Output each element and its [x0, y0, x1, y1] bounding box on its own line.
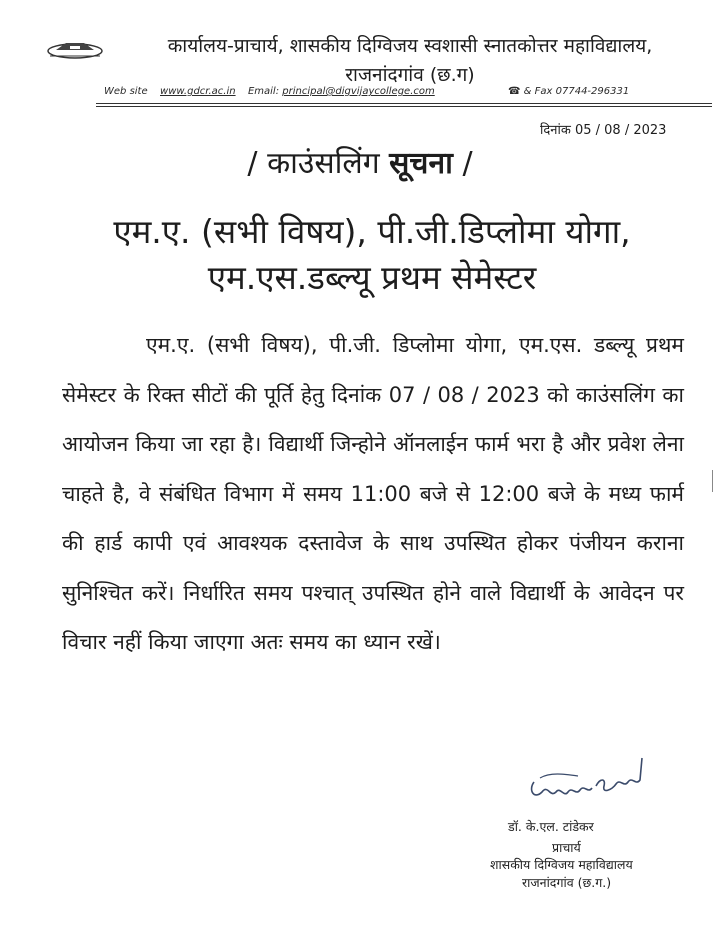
notice-subtitle-line1: एम.ए. (सभी विषय), पी.जी.डिप्लोमा योगा,: [113, 212, 631, 251]
letterhead-line2: राजनांदगांव (छ.ग): [345, 64, 475, 86]
college-logo-icon: [46, 38, 104, 60]
signatory-name: डॉ. के.एल. टांडेकर: [508, 819, 594, 834]
signature: [520, 752, 660, 812]
header-divider-thin: [96, 106, 712, 107]
phone-icon: ☎: [508, 86, 521, 97]
title-prefix: / काउंसलिंग: [247, 146, 380, 181]
title-bold: सूचना: [389, 146, 453, 181]
notice-title: [0, 141, 720, 182]
signatory-institution: शासकीय दिग्विजय महाविद्यालय: [490, 857, 633, 872]
website-label: Web site: [104, 86, 148, 97]
notice-body: एम.ए. (सभी विषय), पी.जी. डिप्लोमा योगा, एम.एस. डब्ल्यू प्रथम सेमेस्टर के रिक्त सीटों की पूर्ति हेतु दिनांक 07 / 08 / 2023 को काउंसलिंग का आयोजन किया जा रहा है। विद्यार्थी जिन्होने ऑनलाईन फार्म भरा है और प्रवेश लेना चाहते है, वे संबंधित विभाग में समय 11:00 बजे से 12:00 बजे के मध्य फार्म की हार्ड कापी एवं आवश्यक दस्तावेज के साथ उपस्थित होकर पंजीयन कराना सुनिश्चित करें। निर्धारित समय पश्चात् उपस्थित होने वाले विद्यार्थी के आवेदन पर विचार नहीं किया जाएगा अतः समय का ध्यान रखें।: [62, 333, 684, 654]
website-link[interactable]: www.gdcr.ac.in: [160, 86, 236, 97]
signatory-city: राजनांदगांव (छ.ग.): [522, 875, 612, 890]
header-divider: [96, 103, 712, 104]
phone-label: & Fax: [523, 86, 553, 97]
signatory-designation: प्राचार्य: [552, 840, 581, 855]
notice-subtitle-line2: एम.एस.डब्ल्यू प्रथम सेमेस्टर: [207, 258, 537, 297]
title-suffix: /: [462, 146, 473, 181]
phone-number: 07744-296331: [555, 86, 630, 97]
email-label: Email: [247, 86, 276, 97]
contact-line: Web site www.gdcr.ac.in Email: principal@digvijaycollege.com: [104, 86, 435, 97]
paper-edge-mark: [712, 470, 719, 492]
phone-line: [508, 86, 629, 97]
notice-date: दिनांक 05 / 08 / 2023: [540, 123, 667, 138]
email-link[interactable]: principal@digvijaycollege.com: [282, 86, 435, 97]
letterhead-line1: कार्यालय-प्राचार्य, शासकीय दिग्विजय स्वशासी स्नातकोत्तर महाविद्यालय,: [167, 35, 653, 57]
